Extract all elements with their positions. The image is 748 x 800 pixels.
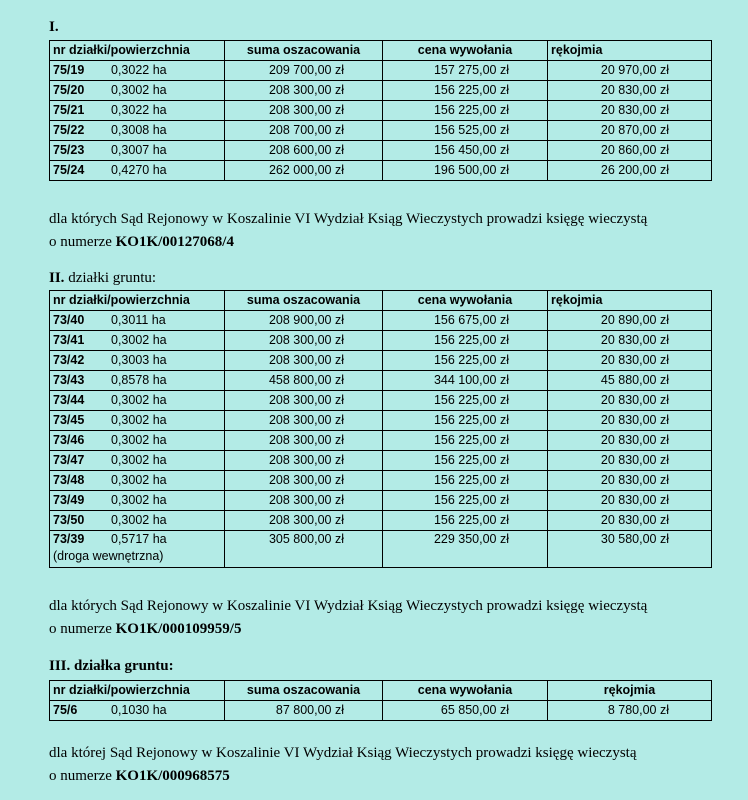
sum-cell: 208 700,00 zł [225,121,383,141]
sum-cell: 208 300,00 zł [225,511,383,531]
cena-cell: 156 675,00 zł [383,311,548,331]
table-row [50,471,712,491]
plot-area: 0,5717 ha [111,532,167,546]
cena-cell: 156 225,00 zł [383,81,548,101]
header-cena: cena wywołania [383,41,548,61]
sum-cell: 208 300,00 zł [225,101,383,121]
plot-cell [50,371,225,391]
plot-area: 0,3003 ha [111,353,167,367]
plot-area: 0,3022 ha [111,63,167,77]
plot-area: 0,3008 ha [111,123,167,137]
plot-area: 0,3022 ha [111,103,167,117]
header-plot: nr działki/powierzchnia [50,291,225,311]
sum-cell: 208 900,00 zł [225,311,383,331]
table-row [50,431,712,451]
plot-cell [50,161,225,181]
plot-id: 73/39 [53,532,85,546]
cena-cell: 156 225,00 zł [383,511,548,531]
plot-cell [50,311,225,331]
table-row [50,81,712,101]
plot-cell [50,701,225,721]
plot-area: 0,3002 ha [111,473,167,487]
cena-cell: 156 225,00 zł [383,491,548,511]
sum-cell: 305 800,00 zł [225,531,383,568]
plot-area: 0,3002 ha [111,393,167,407]
plot-area: 0,3007 ha [111,143,167,157]
header-rek: rękojmia [548,291,712,311]
plot-cell [50,61,225,81]
header-sum: suma oszacowania [225,41,383,61]
section-2-note-prefix: o numerze [49,621,116,637]
plot-id: 73/43 [53,373,85,387]
plot-area: 0,3002 ha [111,453,167,467]
sum-cell: 208 300,00 zł [225,331,383,351]
section-1-note-prefix: o numerze [49,234,116,250]
section-3-note-text: dla której Sąd Rejonowy w Koszalinie VI Wydział Ksiąg Wieczystych prowadzi księgę wieczystą [49,745,637,761]
cena-cell: 65 850,00 zł [383,701,548,721]
section-3-table [49,680,712,721]
section-2-title: II. działki gruntu: [49,270,157,286]
section-3-kw-number: KO1K/000968575 [115,768,230,784]
sum-cell: 208 300,00 zł [225,491,383,511]
cena-cell: 156 225,00 zł [383,391,548,411]
plot-area: 0,4270 ha [111,163,167,177]
table-row [50,331,712,351]
header-sum: suma oszacowania [225,291,383,311]
plot-id: 75/22 [53,123,85,137]
table-row [50,101,712,121]
plot-area: 0,8578 ha [111,373,167,387]
rek-cell: 8 780,00 zł [548,701,712,721]
table-row [50,411,712,431]
plot-cell [50,81,225,101]
rek-cell: 20 870,00 zł [548,121,712,141]
plot-cell [50,141,225,161]
rek-cell: 20 860,00 zł [548,141,712,161]
sum-cell: 208 600,00 zł [225,141,383,161]
plot-id: 73/48 [53,473,85,487]
sum-cell: 262 000,00 zł [225,161,383,181]
plot-area: 0,3002 ha [111,433,167,447]
table-row [50,311,712,331]
table-row [50,121,712,141]
cena-cell: 156 225,00 zł [383,411,548,431]
section-2-note [49,595,739,641]
plot-id: 73/44 [53,393,85,407]
plot-id: 75/24 [53,163,85,177]
section-2-kw-number: KO1K/000109959/5 [115,621,242,637]
sum-cell: 208 300,00 zł [225,81,383,101]
plot-cell [50,331,225,351]
plot-cell [50,351,225,371]
plot-area: 0,3011 ha [111,313,166,327]
header-cena: cena wywołania [383,681,548,701]
sum-cell: 208 300,00 zł [225,471,383,491]
plot-id: 73/45 [53,413,85,427]
sum-cell: 208 300,00 zł [225,431,383,451]
plot-id: 73/42 [53,353,85,367]
table-row [50,511,712,531]
cena-cell: 156 225,00 zł [383,471,548,491]
sum-cell: 458 800,00 zł [225,371,383,391]
sum-cell: 208 300,00 zł [225,391,383,411]
plot-id: 73/49 [53,493,85,507]
rek-cell: 20 830,00 zł [548,351,712,371]
rek-cell: 20 830,00 zł [548,471,712,491]
table-row [50,141,712,161]
plot-area: 0,1030 ha [111,703,167,717]
plot-area: 0,3002 ha [111,413,167,427]
table-row [50,351,712,371]
sum-cell: 209 700,00 zł [225,61,383,81]
section-1-note [49,208,739,254]
table-row [50,61,712,81]
plot-id: 75/21 [53,103,85,117]
cena-cell: 157 275,00 zł [383,61,548,81]
cena-cell: 156 225,00 zł [383,351,548,371]
rek-cell: 20 890,00 zł [548,311,712,331]
sum-cell: 208 300,00 zł [225,411,383,431]
rek-cell: 20 970,00 zł [548,61,712,81]
rek-cell: 26 200,00 zł [548,161,712,181]
rek-cell: 30 580,00 zł [548,531,712,568]
header-sum: suma oszacowania [225,681,383,701]
table-header-row [50,681,712,701]
table-row [50,701,712,721]
header-cena: cena wywołania [383,291,548,311]
cena-cell: 156 225,00 zł [383,331,548,351]
table-row [50,161,712,181]
cena-cell: 156 225,00 zł [383,101,548,121]
plot-id: 75/20 [53,83,85,97]
cena-cell: 156 525,00 zł [383,121,548,141]
sum-cell: 208 300,00 zł [225,351,383,371]
cena-cell: 156 225,00 zł [383,431,548,451]
sum-cell: 208 300,00 zł [225,451,383,471]
plot-id: 73/47 [53,453,85,467]
sum-cell: 87 800,00 zł [225,701,383,721]
header-plot: nr działki/powierzchnia [50,681,225,701]
plot-id: 75/6 [53,703,78,717]
plot-id: 75/19 [53,63,85,77]
section-1-kw-number: KO1K/00127068/4 [115,234,234,250]
table-header-row [50,41,712,61]
section-3-note [49,742,739,788]
plot-id: 73/41 [53,333,85,347]
plot-area: 0,3002 ha [111,83,167,97]
rek-cell: 20 830,00 zł [548,391,712,411]
plot-cell [50,471,225,491]
table-row [50,371,712,391]
section-1-table [49,40,712,181]
cena-cell: 344 100,00 zł [383,371,548,391]
table-header-row [50,291,712,311]
rek-cell: 20 830,00 zł [548,101,712,121]
plot-area: 0,3002 ha [111,513,167,527]
plot-cell [50,121,225,141]
cena-cell: 229 350,00 zł [383,531,548,568]
header-rek: rękojmia [548,41,712,61]
plot-area: 0,3002 ha [111,333,167,347]
table-row [50,451,712,471]
rek-cell: 20 830,00 zł [548,81,712,101]
rek-cell: 20 830,00 zł [548,331,712,351]
plot-cell [50,391,225,411]
rek-cell: 20 830,00 zł [548,511,712,531]
section-2-table [49,290,712,568]
plot-id: 75/23 [53,143,85,157]
header-rek: rękojmia [548,681,712,701]
section-3-title: III. działka gruntu: [49,658,174,674]
table-row [50,531,712,568]
plot-cell [50,101,225,121]
cena-cell: 196 500,00 zł [383,161,548,181]
table-row [50,391,712,411]
section-3-note-prefix: o numerze [49,768,116,784]
plot-id: 73/50 [53,513,85,527]
plot-id: 73/46 [53,433,85,447]
plot-area: 0,3002 ha [111,493,167,507]
plot-cell [50,451,225,471]
cena-cell: 156 450,00 zł [383,141,548,161]
plot-cell [50,431,225,451]
plot-cell [50,491,225,511]
plot-cell [50,531,225,568]
section-1-note-text: dla których Sąd Rejonowy w Koszalinie VI Wydział Ksiąg Wieczystych prowadzi księgę wieczystą [49,211,648,227]
plot-cell [50,511,225,531]
rek-cell: 20 830,00 zł [548,411,712,431]
rek-cell: 20 830,00 zł [548,431,712,451]
section-2-note-text: dla których Sąd Rejonowy w Koszalinie VI Wydział Ksiąg Wieczystych prowadzi księgę wieczystą [49,598,648,614]
section-1-title: I. [49,19,59,35]
plot-note: (droga wewnętrzna) [53,549,164,563]
table-row [50,491,712,511]
cena-cell: 156 225,00 zł [383,451,548,471]
rek-cell: 20 830,00 zł [548,451,712,471]
plot-cell [50,411,225,431]
header-plot: nr działki/powierzchnia [50,41,225,61]
plot-id: 73/40 [53,313,85,327]
rek-cell: 45 880,00 zł [548,371,712,391]
rek-cell: 20 830,00 zł [548,491,712,511]
